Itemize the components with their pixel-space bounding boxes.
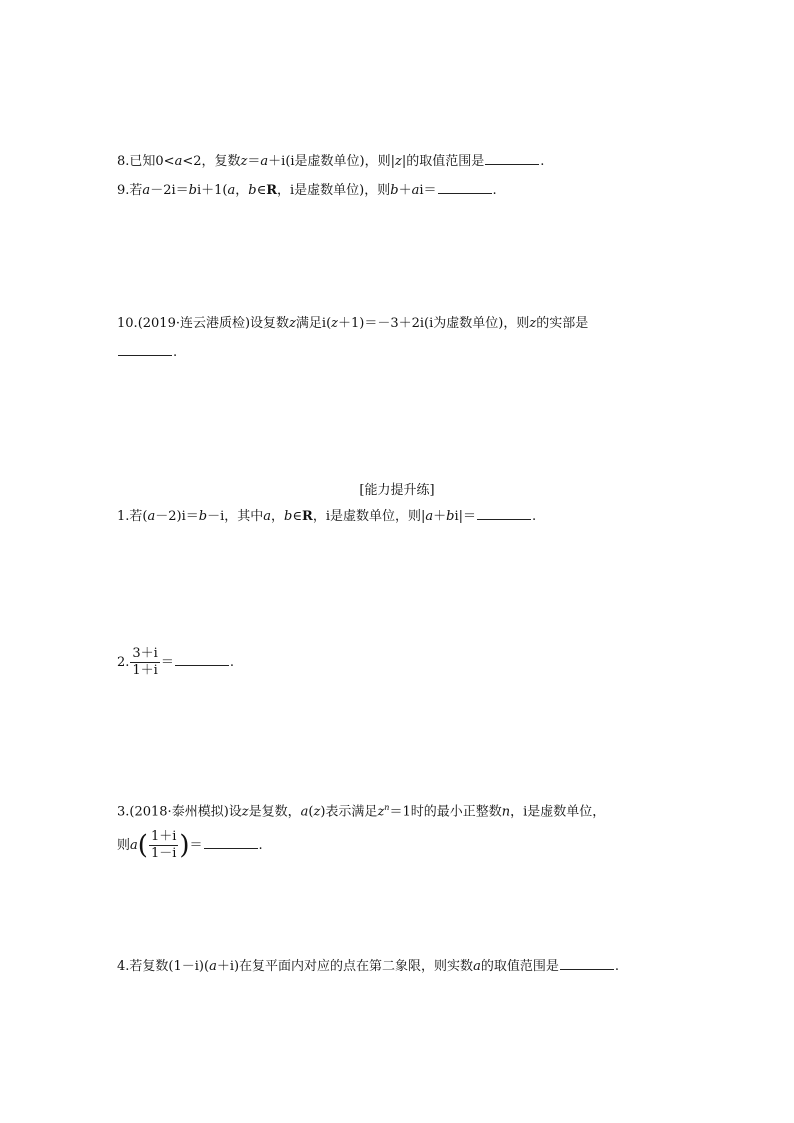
var-z: z	[529, 316, 537, 331]
question-number: 9.	[117, 183, 130, 198]
problem-1	[117, 506, 536, 526]
var-b: b	[284, 509, 293, 524]
text: 是复数，	[248, 804, 301, 820]
var-z: z	[331, 316, 339, 331]
text: ＋1)＝－3＋2i(i为虚数单位)，则	[338, 316, 530, 331]
text: .	[614, 959, 619, 974]
fraction-numerator: 3＋i	[132, 646, 158, 661]
fraction-denominator: 1－i	[150, 846, 177, 861]
text: ＝	[189, 838, 203, 853]
text: .	[229, 655, 234, 670]
var-a: a	[209, 959, 217, 974]
answer-blank[interactable]	[118, 342, 172, 356]
var-z: z	[289, 316, 296, 331]
fraction	[130, 646, 159, 679]
text: 若	[129, 183, 143, 198]
var-a: a	[411, 183, 420, 198]
var-z: z	[240, 154, 248, 169]
exponent-n: n	[384, 803, 390, 812]
question-10	[117, 315, 588, 333]
left-paren: (	[137, 830, 148, 861]
text: |的取值范围是	[401, 154, 485, 169]
text: ＝	[160, 655, 174, 670]
text: (2019·连云港质检)设复数	[137, 316, 290, 331]
text: (2018·泰州模拟)设	[129, 804, 242, 820]
var-a: a	[263, 509, 272, 524]
text: .	[492, 183, 497, 198]
text: ，	[235, 183, 249, 198]
question-8	[117, 151, 544, 171]
text: ＋	[433, 509, 447, 524]
var-b: b	[198, 509, 208, 524]
var-a: a	[473, 959, 481, 974]
question-number: 2.	[117, 655, 130, 670]
fraction	[149, 829, 178, 862]
right-paren: )	[179, 830, 190, 861]
text: 则	[117, 838, 131, 853]
text: ＋	[398, 183, 412, 198]
answer-blank[interactable]	[477, 506, 531, 520]
problem-3	[117, 799, 605, 821]
var-a: a	[142, 183, 151, 198]
text: (	[308, 804, 314, 820]
text: i＝	[419, 183, 437, 198]
text: －2i＝	[150, 183, 189, 198]
text: ∈	[292, 509, 302, 524]
var-b: b	[390, 183, 399, 198]
text: i＋1(	[196, 183, 228, 198]
question-number: 1.	[117, 509, 130, 524]
var-a: a	[300, 804, 309, 820]
text: 的取值范围是	[480, 959, 559, 974]
answer-blank[interactable]	[485, 151, 539, 165]
var-b: b	[188, 183, 197, 198]
text: 满足i(	[295, 316, 332, 331]
text: －2)i＝	[155, 509, 199, 524]
text: －i，其中	[207, 509, 264, 524]
question-9	[117, 180, 497, 200]
text: i|＝	[454, 509, 477, 524]
text: .	[258, 838, 263, 853]
var-b: b	[446, 509, 455, 524]
answer-blank[interactable]	[560, 956, 614, 970]
var-a: a	[425, 509, 434, 524]
text: 的实部是	[536, 316, 589, 331]
var-a: a	[130, 838, 138, 853]
question-number: 4.	[117, 959, 130, 974]
real-set: R	[266, 183, 278, 198]
var-b: b	[248, 183, 257, 198]
var-a: a	[260, 154, 269, 169]
question-number: 10.	[117, 316, 138, 331]
question-number: 3.	[117, 804, 130, 820]
var-a: a	[227, 183, 236, 198]
question-10-answer-line	[117, 342, 177, 362]
text: 若(	[129, 509, 148, 524]
text: )表示满足	[320, 804, 378, 820]
text: ，i是虚数单位，则|	[312, 509, 426, 524]
text: ，i是虚数单位，	[510, 804, 606, 820]
text: 已知0<	[129, 154, 175, 169]
text: ，i是虚数单位)，则	[277, 183, 391, 198]
fraction-denominator: 1＋i	[132, 663, 158, 678]
text: .	[532, 509, 537, 524]
var-z: z	[241, 804, 249, 820]
answer-blank[interactable]	[438, 180, 492, 194]
var-z: z	[313, 804, 321, 820]
text: ∈	[256, 183, 267, 198]
answer-blank[interactable]	[204, 835, 258, 849]
section-title: [能力提升练]	[359, 483, 435, 498]
var-z: z	[377, 804, 385, 820]
problem-4	[117, 956, 619, 976]
text: <2，复数	[182, 154, 241, 169]
text: 若复数(1－i)(	[129, 959, 210, 974]
var-a: a	[147, 509, 156, 524]
text: .	[173, 345, 178, 360]
text: ＋i(i是虚数单位)，则|	[268, 154, 395, 169]
text: ＝	[247, 154, 261, 169]
var-a: a	[174, 154, 183, 169]
text: ＝1时的最小正整数	[389, 804, 502, 820]
var-z: z	[395, 154, 402, 169]
fraction-numerator: 1＋i	[150, 829, 177, 844]
real-set: R	[302, 509, 313, 524]
problem-2	[117, 643, 234, 683]
text: ，	[271, 509, 285, 524]
answer-blank[interactable]	[175, 652, 229, 666]
var-n: n	[501, 804, 511, 820]
problem-3-answer-line	[117, 826, 263, 866]
text: ＋i)在复平面内对应的点在第二象限，则实数	[216, 959, 474, 974]
question-number: 8.	[117, 154, 130, 169]
text: .	[540, 154, 545, 169]
